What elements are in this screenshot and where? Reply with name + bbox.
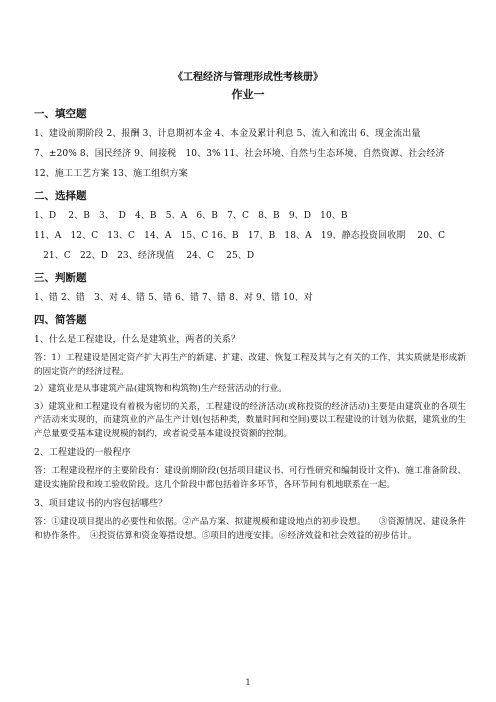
answer-1-part-3: 3）建筑业和工程建设有着极为密切的关系，工程建设的经济活动(或称投资的经济活动)主要是由建筑业的各项生产活动来实现的，而建筑业的产品生产计划(包括种类，数量时间和空间)要以工程建设的计划为依据，建筑业的生产总量要受基本建设规模的制约，或者说受基本建设投资额的控制。	[34, 401, 466, 439]
question-3: 3、项目建议书的内容包括哪些？	[34, 499, 168, 509]
choice-line-3: 21、C 22、D 23、经济现值 24、C 25、D	[34, 251, 255, 261]
answer-1-part-2: 2）建筑业是从事建筑产品(建筑物和构筑物)生产经营活动的行业。	[34, 384, 287, 394]
fill-line-1: 1、建设前期阶段 2、报酬 3、计息期初本金 4、本金及累计利息 5、流入和流出 6、现金流出量	[34, 129, 421, 139]
choice-line-1: 1、D 2、B 3、 D 4、B 5、A 6、B 7、C 8、B 9、D 10、B	[34, 211, 348, 221]
section-heading-fill: 一、填空题	[34, 108, 87, 120]
document-subtitle: 作业一	[231, 88, 265, 101]
fill-line-2: 7、±20% 8、国民经济 9、间接税 10、3% 11、社会环境、自然与生态环境、自然资源、社会经济	[34, 149, 445, 159]
page-number: 1	[245, 678, 251, 687]
choice-line-2: 11、A 12、C 13、C 14、A 15、C 16、B 17、B 18、A 19、静态投资回收期 20、C	[34, 231, 446, 241]
document-body	[34, 100, 466, 543]
answer-2: 答：工程建设程序的主要阶段有：建设前期阶段(包括项目建议书、可行性研究和编制设计文件)、施工准备阶段、建设实施阶段和竣工验收阶段。这几个阶段中都包括着许多环节，各环节间有机地联系在一起。	[34, 466, 466, 490]
section-heading-judge: 三、判断题	[34, 272, 87, 284]
question-1: 1、什么是工程建设，什么是建筑业，两者的关系？	[34, 335, 241, 345]
judge-line-1: 1、错 2、错 3、对 4、错 5、错 6、错 7、错 8、对 9、错 10、对	[34, 293, 313, 303]
question-2: 2、工程建设的一般程序	[34, 448, 131, 458]
answer-3: 答：①建设项目提出的必要性和依据。②产品方案、拟建规模和建设地点的初步设想。 ③资源情况、建设条件和协作条件。 ④投资估算和资金筹措设想。⑤项目的进度安排。⑥经济效益和社会效益的初步估计。	[34, 517, 466, 541]
section-heading-choice: 二、选择题	[34, 190, 87, 202]
section-heading-qa: 四、简答题	[34, 314, 87, 326]
document-title: 《工程经济与管理形成性考核册》	[173, 72, 323, 83]
fill-line-3: 12、施工工艺方案 13、施工组织方案	[34, 169, 188, 179]
answer-1-part-1: 答：1）工程建设是固定资产扩大再生产的新建、扩建、改建、恢复工程及其与之有关的工作，其实质就是形成新的固定资产的经济过程。	[34, 353, 466, 377]
